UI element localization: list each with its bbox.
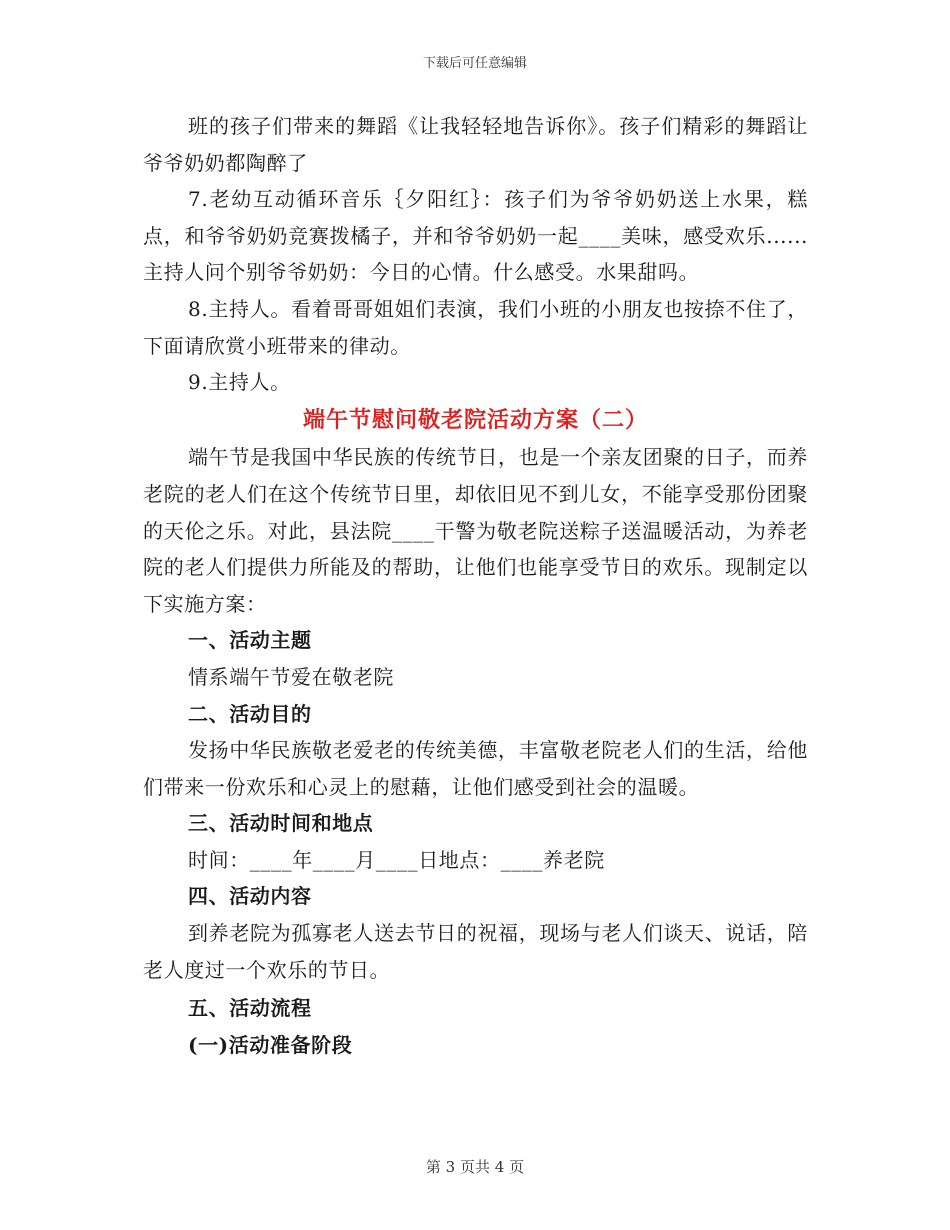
heading-preparation: (一)活动准备阶段 bbox=[188, 1032, 353, 1057]
intro-paragraph: 端午节是我国中华民族的传统节日，也是一个亲友团聚的日子，而养老院的老人们在这个传统节日里，却依旧见不到儿女，不能享受那份团聚的天伦之乐。对此，县法院____干警为敬老院送粽子送温暖活动，为养老院的老人们提供力所能及的帮助，让他们也能享受节日的欢乐。现制定以下实施方案： bbox=[143, 445, 808, 616]
heading-process: 五、活动流程 bbox=[188, 996, 312, 1021]
body-theme: 情系端午节爱在敬老院 bbox=[188, 664, 394, 689]
paragraph-item-9: 9.主持人。 bbox=[188, 370, 291, 395]
heading-content: 四、活动内容 bbox=[188, 884, 312, 909]
body-time-place: 时间：____年____月____日地点：____养老院 bbox=[188, 847, 605, 872]
heading-theme: 一、活动主题 bbox=[188, 628, 312, 653]
page-footer: 第 3 页共 4 页 bbox=[425, 1158, 525, 1176]
body-content: 到养老院为孤寡老人送去节日的祝福，现场与老人们谈天、说话，陪老人度过一个欢乐的节日。 bbox=[143, 921, 808, 982]
heading-time-place: 三、活动时间和地点 bbox=[188, 811, 374, 836]
page-header: 下载后可任意编辑 bbox=[422, 56, 527, 71]
heading-purpose: 二、活动目的 bbox=[188, 701, 312, 726]
paragraph-item-7: 7.老幼互动循环音乐｛夕阳红｝：孩子们为爷爷奶奶送上水果，糕点，和爷爷奶奶竞赛拨橘子，并和爷爷奶奶一起____美味，感受欢乐......主持人问个别爷爷奶奶：今日的心情。什么感受。水果甜吗。 bbox=[143, 187, 808, 285]
body-purpose: 发扬中华民族敬老爱老的传统美德，丰富敬老院老人们的生活，给他们带来一份欢乐和心灵上的慰藉，让他们感受到社会的温暖。 bbox=[143, 738, 808, 799]
document-body bbox=[143, 108, 808, 1063]
section-title: 端午节慰问敬老院活动方案（二） bbox=[302, 406, 648, 433]
paragraph-continuation: 班的孩子们带来的舞蹈《让我轻轻地告诉你》。孩子们精彩的舞蹈让爷爷奶奶都陶醉了 bbox=[143, 114, 808, 175]
paragraph-item-8: 8.主持人。看着哥哥姐姐们表演，我们小班的小朋友也按捺不住了，下面请欣赏小班带来的律动。 bbox=[143, 296, 808, 358]
